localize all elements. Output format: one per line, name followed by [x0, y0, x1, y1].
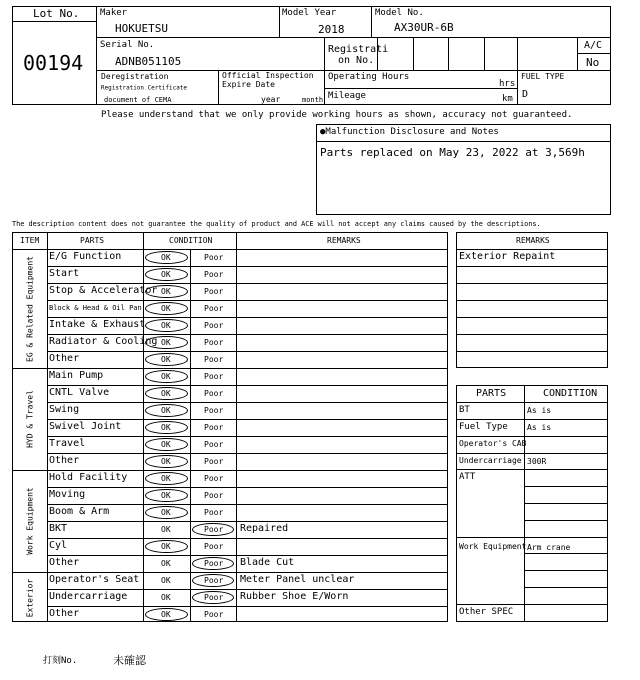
- malfunction-box: [316, 124, 611, 215]
- spec-condition-value: As is: [527, 406, 552, 415]
- right-remarks-row-line: [456, 334, 608, 335]
- ok-option[interactable]: OK: [161, 491, 171, 500]
- part-label: BKT: [49, 523, 68, 534]
- poor-selected-oval: [192, 591, 234, 604]
- poor-option[interactable]: Poor: [204, 355, 224, 364]
- ok-option[interactable]: OK: [161, 270, 171, 279]
- model-no-label: Model No.: [375, 8, 424, 18]
- hrs-label: hrs: [499, 79, 516, 89]
- spec-row-line: [456, 453, 608, 454]
- fuel-type-value: D: [522, 89, 529, 100]
- group-line: [12, 368, 448, 369]
- row-line: [47, 555, 448, 556]
- registration-label-1: Registrati: [328, 44, 389, 55]
- ok-selected-oval: [145, 421, 188, 434]
- ok-option[interactable]: OK: [161, 457, 171, 466]
- spec-row-line: [456, 604, 608, 605]
- part-label: Other: [49, 608, 80, 619]
- spec-sub-line: [524, 587, 608, 588]
- remark-text: Rubber Shoe E/Worn: [240, 591, 349, 602]
- km-label: km: [502, 94, 513, 104]
- part-label: E/G Function: [49, 251, 122, 262]
- spec-header-parts: PARTS: [476, 388, 507, 399]
- spec-condition-value: Arm crane: [527, 543, 571, 552]
- official-inspection-label-2: Expire Date: [222, 80, 275, 89]
- part-label: Main Pump: [49, 370, 104, 381]
- ok-selected-oval: [145, 370, 188, 383]
- ok-option[interactable]: OK: [161, 304, 171, 313]
- ok-selected-oval: [145, 608, 188, 621]
- ok-option[interactable]: OK: [161, 610, 171, 619]
- group-label: Work Equipment: [25, 487, 35, 555]
- spec-condition-value: As is: [527, 423, 552, 432]
- part-label: Radiator & Cooling: [49, 336, 158, 347]
- poor-option[interactable]: Poor: [204, 406, 224, 415]
- official-inspection-label-1: Official Inspection: [222, 71, 314, 80]
- row-line: [47, 538, 448, 539]
- poor-option[interactable]: Poor: [204, 610, 224, 619]
- info-col-line-1: [279, 6, 280, 37]
- maker-label: Maker: [100, 8, 128, 18]
- remark-text: Repaired: [240, 523, 289, 534]
- ok-selected-oval: [145, 302, 188, 315]
- mileage-label: Mileage: [328, 91, 366, 101]
- spec-row-line: [456, 436, 608, 437]
- row-line: [47, 606, 448, 607]
- spec-sub-line: [524, 570, 608, 571]
- poor-option[interactable]: Poor: [204, 287, 224, 296]
- group-label: Exterior: [25, 578, 35, 617]
- malfunction-divider: [316, 141, 611, 142]
- poor-option[interactable]: Poor: [204, 440, 224, 449]
- row-line: [47, 334, 448, 335]
- part-label: Moving: [49, 489, 86, 500]
- disclaimer: The description content does not guarantee the quality of product and ACE will not accept any claims caused by the descriptions.: [12, 220, 541, 228]
- condition-col-line: [236, 232, 237, 622]
- group-line: [12, 572, 448, 573]
- ok-option[interactable]: OK: [161, 593, 171, 602]
- row-line: [47, 351, 448, 352]
- row-line: [47, 317, 448, 318]
- spec-header-condition: CONDITION: [543, 388, 598, 399]
- part-label: Other: [49, 557, 80, 568]
- remark-text: Blade Cut: [240, 557, 295, 568]
- fuel-type-label: FUEL TYPE: [521, 72, 565, 81]
- year-label: year: [261, 95, 281, 104]
- poor-option[interactable]: Poor: [204, 559, 224, 568]
- spec-part-label: Fuel Type: [459, 422, 508, 432]
- ok-selected-oval: [145, 489, 188, 502]
- poor-option[interactable]: Poor: [204, 338, 224, 347]
- ok-selected-oval: [145, 353, 188, 366]
- spec-row-line: [456, 537, 608, 538]
- poor-option[interactable]: Poor: [204, 321, 224, 330]
- row-line: [47, 436, 448, 437]
- header-item: ITEM: [20, 236, 40, 245]
- lot-label: Lot No.: [33, 7, 80, 20]
- ok-selected-oval: [145, 319, 188, 332]
- poor-option[interactable]: Poor: [204, 525, 224, 534]
- row-line: [47, 283, 448, 284]
- poor-option[interactable]: Poor: [204, 389, 224, 398]
- ok-option[interactable]: OK: [161, 338, 171, 347]
- part-label: Hold Facility: [49, 472, 128, 483]
- info-row-line-2: [96, 70, 611, 71]
- spec-part-label: ATT: [459, 472, 476, 482]
- lot-value: 00194: [23, 51, 84, 75]
- spec-row-line: [456, 469, 608, 470]
- document-cema-label: document of CEMA: [104, 96, 172, 104]
- header-remarks: REMARKS: [327, 236, 361, 245]
- ok-option[interactable]: OK: [161, 576, 171, 585]
- right-remarks-row-line: [456, 351, 608, 352]
- row-line: [47, 521, 448, 522]
- row-line: [47, 266, 448, 267]
- footer-value: 未確認: [113, 654, 146, 667]
- row-line: [47, 300, 448, 301]
- info-col-line-3: [324, 37, 325, 105]
- poor-option[interactable]: Poor: [204, 491, 224, 500]
- serial-label: Serial No.: [100, 40, 155, 50]
- deregistration-label: Deregistration: [101, 72, 169, 81]
- spec-part-label: BT: [459, 405, 470, 415]
- item-col-line: [47, 232, 48, 622]
- maker-value: HOKUETSU: [115, 22, 168, 35]
- ac-label: A/C: [584, 40, 603, 51]
- part-label: Undercarriage: [49, 591, 128, 602]
- poor-option[interactable]: Poor: [204, 270, 224, 279]
- registration-certificate-label: Registration Certificate: [101, 84, 187, 91]
- spec-condition-value: 300R: [527, 457, 547, 466]
- ok-option[interactable]: OK: [161, 355, 171, 364]
- poor-selected-oval: [192, 574, 234, 587]
- ok-option[interactable]: OK: [161, 287, 171, 296]
- poor-option[interactable]: Poor: [204, 508, 224, 517]
- poor-option[interactable]: Poor: [204, 457, 224, 466]
- part-label: Cyl: [49, 540, 68, 551]
- row-line: [47, 453, 448, 454]
- ac-divider: [577, 53, 611, 54]
- row-line: [47, 504, 448, 505]
- ok-option[interactable]: OK: [161, 525, 171, 534]
- part-label: Swing: [49, 404, 80, 415]
- poor-option[interactable]: Poor: [204, 372, 224, 381]
- part-label: Block & Head & Oil Pan: [49, 304, 142, 312]
- info-col-line-7: [448, 37, 449, 70]
- ok-selected-oval: [145, 404, 188, 417]
- group-label: EG & Related Equipment: [25, 255, 35, 362]
- serial-value: ADNB051105: [115, 55, 182, 68]
- ok-selected-oval: [145, 540, 188, 553]
- row-line: [47, 402, 448, 403]
- part-label: Other: [49, 455, 80, 466]
- part-label: Travel: [49, 438, 86, 449]
- ok-selected-oval: [145, 387, 188, 400]
- info-col-line-9: [517, 37, 518, 105]
- poor-option[interactable]: Poor: [204, 593, 224, 602]
- spec-part-label: Undercarriage: [459, 456, 522, 465]
- poor-option[interactable]: Poor: [204, 474, 224, 483]
- row-line: [47, 419, 448, 420]
- poor-option[interactable]: Poor: [204, 576, 224, 585]
- part-label: Operator's Seat: [49, 574, 140, 585]
- spec-header-line: [456, 402, 608, 403]
- right-remarks-row-line: [456, 266, 608, 267]
- ok-option[interactable]: OK: [161, 253, 171, 262]
- ok-option[interactable]: OK: [161, 559, 171, 568]
- ok-option[interactable]: OK: [161, 508, 171, 517]
- poor-option[interactable]: Poor: [204, 423, 224, 432]
- right-remarks-row-line: [456, 317, 608, 318]
- part-label: Stop & Accelerator: [49, 285, 158, 296]
- ok-selected-oval: [145, 251, 188, 264]
- ok-selected-oval: [145, 472, 188, 485]
- spec-sub-line: [524, 503, 608, 504]
- ok-option[interactable]: OK: [161, 321, 171, 330]
- remark-text: Meter Panel unclear: [240, 574, 355, 585]
- part-label: CNTL Valve: [49, 387, 110, 398]
- ok-option[interactable]: OK: [161, 474, 171, 483]
- model-no-value: AX30UR-6B: [394, 21, 454, 34]
- ok-option[interactable]: OK: [161, 423, 171, 432]
- row-line: [47, 385, 448, 386]
- part-label: Boom & Arm: [49, 506, 110, 517]
- malfunction-text: Parts replaced on May 23, 2022 at 3,569h: [320, 146, 585, 159]
- ok-option[interactable]: OK: [161, 372, 171, 381]
- operating-mileage-divider: [324, 88, 517, 89]
- header-condition: CONDITION: [169, 236, 213, 245]
- footer-label: 打刻No.: [43, 656, 78, 666]
- part-label: Swivel Joint: [49, 421, 122, 432]
- ok-option[interactable]: OK: [161, 542, 171, 551]
- spec-sub-line: [524, 553, 608, 554]
- ok-selected-oval: [145, 336, 188, 349]
- spec-row-line: [456, 419, 608, 420]
- poor-option[interactable]: Poor: [204, 304, 224, 313]
- ok-selected-oval: [145, 285, 188, 298]
- row-line: [47, 589, 448, 590]
- accuracy-notice: Please understand that we only provide working hours as shown, accuracy not guaranteed.: [101, 110, 573, 120]
- registration-label-2: on No.: [338, 55, 375, 66]
- month-label: month: [302, 96, 324, 104]
- spec-part-label: Other SPEC: [459, 607, 514, 617]
- right-remarks-row-line: [456, 283, 608, 284]
- ok-option[interactable]: OK: [161, 440, 171, 449]
- header-parts: PARTS: [80, 236, 105, 245]
- spec-sub-line: [524, 486, 608, 487]
- info-col-line-6: [413, 37, 414, 70]
- spec-part-label: Work Equipment: [459, 542, 527, 551]
- ok-selected-oval: [145, 438, 188, 451]
- ok-option[interactable]: OK: [161, 389, 171, 398]
- info-col-line-2: [371, 6, 372, 37]
- lot-divider: [12, 21, 97, 22]
- ok-selected-oval: [145, 455, 188, 468]
- part-label: Other: [49, 353, 80, 364]
- part-label: Start: [49, 268, 80, 279]
- malfunction-title: ●Malfunction Disclosure and Notes: [320, 127, 499, 137]
- part-label: Intake & Exhaust: [49, 319, 146, 330]
- ok-selected-oval: [145, 268, 188, 281]
- poor-selected-oval: [192, 523, 234, 536]
- group-line: [12, 470, 448, 471]
- model-year-label: Model Year: [282, 8, 337, 18]
- ok-selected-oval: [145, 506, 188, 519]
- info-row-line-1: [96, 37, 611, 38]
- operating-hours-label: Operating Hours: [328, 72, 410, 82]
- right-remarks-row-line: [456, 300, 608, 301]
- poor-option[interactable]: Poor: [204, 542, 224, 551]
- ok-option[interactable]: OK: [161, 406, 171, 415]
- right-remarks-header: REMARKS: [516, 236, 550, 245]
- ac-value: No: [586, 56, 600, 69]
- right-remarks-text: Exterior Repaint: [459, 251, 556, 262]
- poor-selected-oval: [192, 557, 234, 570]
- spec-part-label: Operator's CAB: [459, 439, 527, 448]
- info-col-line-4: [218, 70, 219, 105]
- spec-sub-line: [524, 520, 608, 521]
- info-col-line-8: [484, 37, 485, 70]
- right-remarks-header-line: [456, 249, 608, 250]
- poor-option[interactable]: Poor: [204, 253, 224, 262]
- group-label: HYD & Travel: [25, 390, 35, 448]
- model-year-value: 2018: [318, 23, 345, 36]
- header-divider: [12, 249, 448, 250]
- row-line: [47, 487, 448, 488]
